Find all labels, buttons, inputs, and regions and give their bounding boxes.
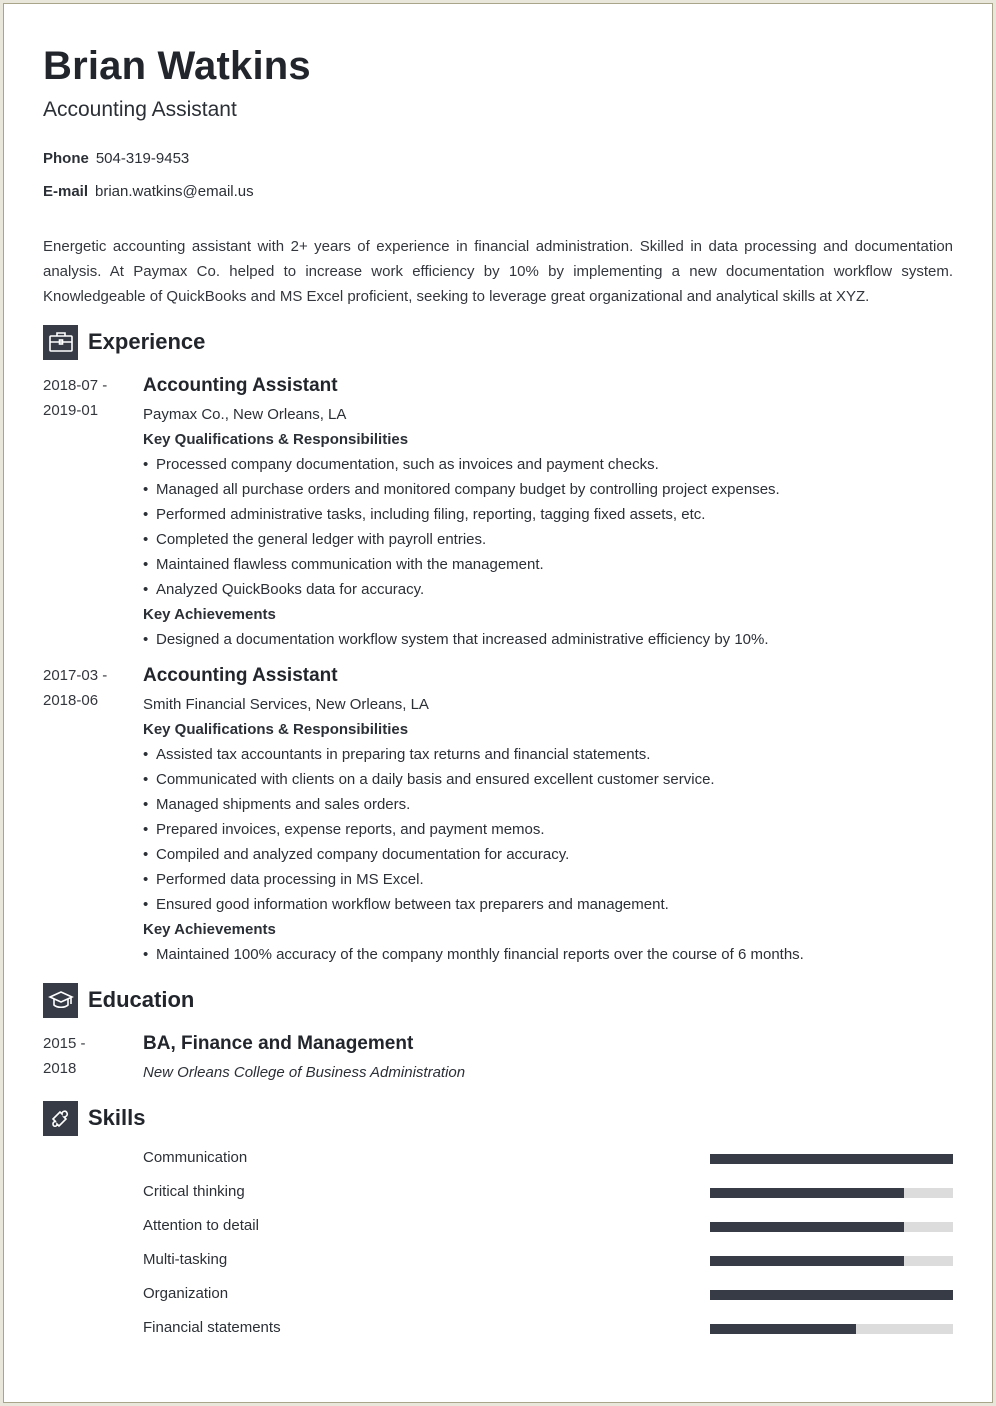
skill-level-bar (710, 1222, 953, 1232)
list-item: • Performed administrative tasks, including filing, reporting, tagging fixed assets, etc. (143, 502, 953, 527)
education-dates (43, 1031, 138, 1081)
skill-row (143, 1316, 953, 1350)
list-item: • Managed all purchase orders and monitored company budget by controlling project expenses. (143, 477, 953, 502)
experience-section-title: Experience (88, 329, 206, 354)
list-item: • Communicated with clients on a daily basis and ensured excellent customer service. (143, 767, 953, 792)
skill-name: Financial statements (143, 1319, 281, 1336)
list-item: • Compiled and analyzed company documentation for accuracy. (143, 842, 953, 867)
job-date-start: 2018-07 - (43, 377, 108, 394)
skill-level-bar (710, 1256, 953, 1266)
email-label: E-mail (43, 183, 89, 200)
email-value: brian.watkins@email.us (95, 183, 254, 200)
education-date-start: 2015 - (43, 1035, 86, 1052)
education-section-title: Education (88, 987, 195, 1012)
phone-label: Phone (43, 150, 89, 167)
summary-paragraph: Energetic accounting assistant with 2+ years of experience in financial administration. Skilled in data processing and documentation analysis. At Paymax Co. helped to increase work efficiency by 10% by implementing a new documentation workflow system. Knowledgeable of QuickBooks and MS Excel proficient, seeking to leverage great organizational and analytical skills at XYZ. (43, 238, 953, 305)
achievements-heading: Key Achievements (143, 606, 276, 623)
candidate-name: Brian Watkins (43, 44, 311, 88)
job-details (143, 663, 953, 967)
job-company: Smith Financial Services, New Orleans, LA (143, 696, 429, 713)
skill-level-fill (710, 1188, 904, 1198)
skills-list (143, 1146, 953, 1350)
skill-name: Critical thinking (143, 1183, 245, 1200)
graduation-cap-icon (43, 983, 78, 1018)
degree: BA, Finance and Management (143, 1033, 414, 1054)
skill-level-fill (710, 1222, 904, 1232)
job-date-end: 2018-06 (43, 692, 99, 709)
skill-level-bar (710, 1290, 953, 1300)
education-date-end: 2018 (43, 1060, 77, 1077)
skill-level-fill (710, 1154, 953, 1164)
qualifications-heading: Key Qualifications & Responsibilities (143, 431, 409, 448)
candidate-title: Accounting Assistant (43, 98, 237, 121)
skill-row (143, 1146, 953, 1180)
list-item: • Ensured good information workflow between tax preparers and management. (143, 892, 953, 917)
list-item: • Completed the general ledger with payroll entries. (143, 527, 953, 552)
list-item: • Managed shipments and sales orders. (143, 792, 953, 817)
list-item: • Maintained 100% accuracy of the company monthly financial reports over the course of 6 months. (143, 942, 953, 967)
list-item: • Maintained flawless communication with the management. (143, 552, 953, 577)
phone-value: 504-319-9453 (95, 150, 190, 167)
job-role: Accounting Assistant (143, 665, 338, 686)
list-item: • Performed data processing in MS Excel. (143, 867, 953, 892)
achievements-list (143, 627, 953, 652)
skill-row (143, 1248, 953, 1282)
skill-level-bar (710, 1188, 953, 1198)
skills-section-title: Skills (88, 1105, 146, 1130)
resume-page (3, 3, 993, 1403)
job-date-start: 2017-03 - (43, 667, 108, 684)
contact-email (43, 183, 254, 200)
puzzle-icon (43, 1101, 78, 1136)
responsibilities-list (143, 452, 953, 602)
job-date-end: 2019-01 (43, 402, 99, 419)
list-item: • Designed a documentation workflow system that increased administrative efficiency by 10%. (143, 627, 953, 652)
responsibilities-list (143, 742, 953, 917)
skill-row (143, 1214, 953, 1248)
education-section-header (43, 982, 194, 1018)
job-details (143, 373, 953, 652)
job-role: Accounting Assistant (143, 375, 338, 396)
list-item: • Analyzed QuickBooks data for accuracy. (143, 577, 953, 602)
experience-section-header (43, 324, 205, 360)
skill-name: Communication (143, 1149, 248, 1166)
list-item: • Processed company documentation, such as invoices and payment checks. (143, 452, 953, 477)
skill-row (143, 1180, 953, 1214)
list-item: • Assisted tax accountants in preparing tax returns and financial statements. (143, 742, 953, 767)
school-name: New Orleans College of Business Administration (143, 1064, 466, 1081)
skill-row (143, 1282, 953, 1316)
education-details (143, 1031, 953, 1085)
job-dates (43, 373, 138, 423)
briefcase-icon (43, 325, 78, 360)
skill-name: Organization (143, 1285, 229, 1302)
contact-phone (43, 150, 189, 167)
skill-name: Attention to detail (143, 1217, 259, 1234)
skill-level-fill (710, 1290, 953, 1300)
skill-level-bar (710, 1324, 953, 1334)
skill-level-bar (710, 1154, 953, 1164)
skill-level-fill (710, 1324, 856, 1334)
job-company: Paymax Co., New Orleans, LA (143, 406, 347, 423)
job-dates (43, 663, 138, 713)
skill-level-fill (710, 1256, 904, 1266)
skills-section-header (43, 1100, 145, 1136)
skill-name: Multi-tasking (143, 1251, 228, 1268)
list-item: • Prepared invoices, expense reports, and payment memos. (143, 817, 953, 842)
qualifications-heading: Key Qualifications & Responsibilities (143, 721, 409, 738)
achievements-list (143, 942, 953, 967)
achievements-heading: Key Achievements (143, 921, 276, 938)
